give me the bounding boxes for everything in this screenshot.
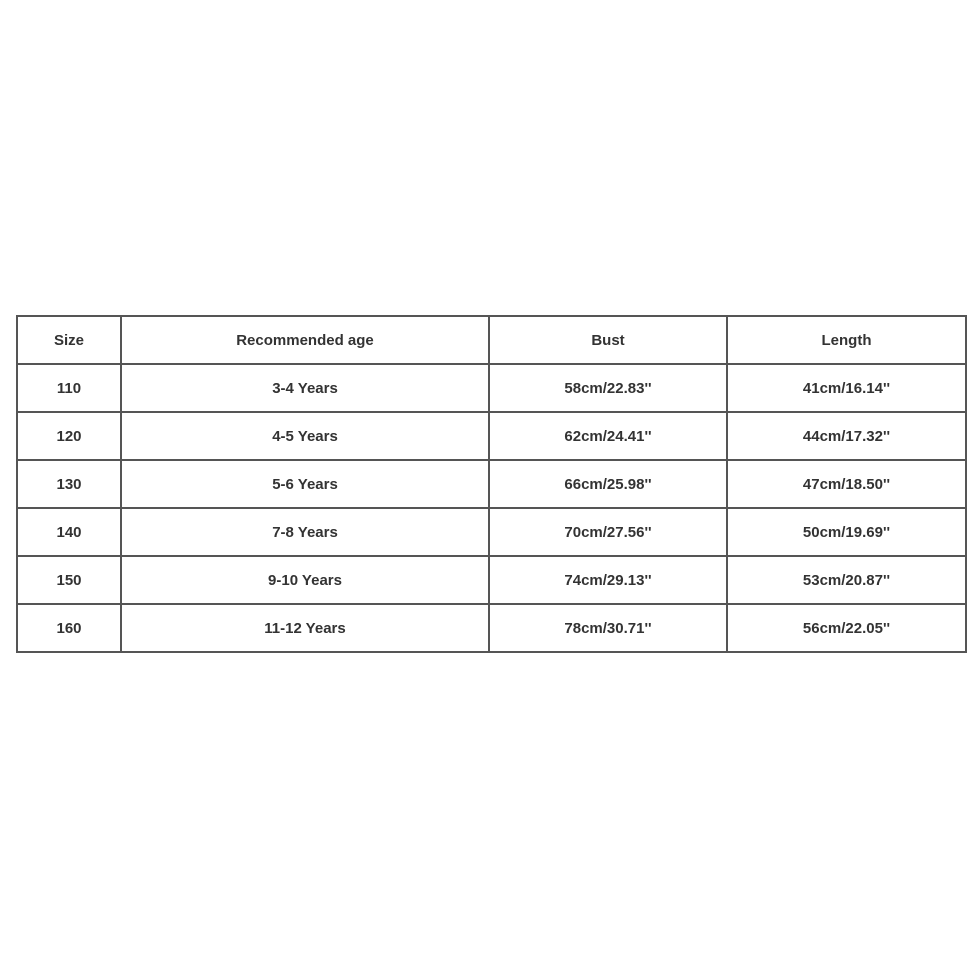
cell-recommended-age: 4-5 Years: [121, 412, 489, 460]
table-row: [17, 460, 966, 508]
cell-length: 44cm/17.32'': [727, 412, 966, 460]
cell-size: 120: [17, 412, 121, 460]
cell-length: 41cm/16.14'': [727, 364, 966, 412]
header-recommended-age: Recommended age: [121, 316, 489, 364]
cell-bust: 74cm/29.13'': [489, 556, 727, 604]
table-row: [17, 412, 966, 460]
table-row: [17, 556, 966, 604]
cell-size: 160: [17, 604, 121, 652]
cell-recommended-age: 3-4 Years: [121, 364, 489, 412]
table-row: [17, 364, 966, 412]
cell-size: 130: [17, 460, 121, 508]
cell-size: 110: [17, 364, 121, 412]
cell-recommended-age: 5-6 Years: [121, 460, 489, 508]
cell-length: 50cm/19.69'': [727, 508, 966, 556]
cell-recommended-age: 11-12 Years: [121, 604, 489, 652]
cell-length: 47cm/18.50'': [727, 460, 966, 508]
cell-size: 140: [17, 508, 121, 556]
cell-bust: 66cm/25.98'': [489, 460, 727, 508]
cell-recommended-age: 7-8 Years: [121, 508, 489, 556]
cell-length: 56cm/22.05'': [727, 604, 966, 652]
cell-length: 53cm/20.87'': [727, 556, 966, 604]
cell-bust: 58cm/22.83'': [489, 364, 727, 412]
cell-bust: 62cm/24.41'': [489, 412, 727, 460]
table-row: [17, 604, 966, 652]
header-bust: Bust: [489, 316, 727, 364]
cell-bust: 78cm/30.71'': [489, 604, 727, 652]
header-length: Length: [727, 316, 966, 364]
cell-bust: 70cm/27.56'': [489, 508, 727, 556]
cell-recommended-age: 9-10 Years: [121, 556, 489, 604]
cell-size: 150: [17, 556, 121, 604]
table-row: [17, 508, 966, 556]
size-chart-table: [16, 315, 967, 653]
header-size: Size: [17, 316, 121, 364]
table-header-row: [17, 316, 966, 364]
